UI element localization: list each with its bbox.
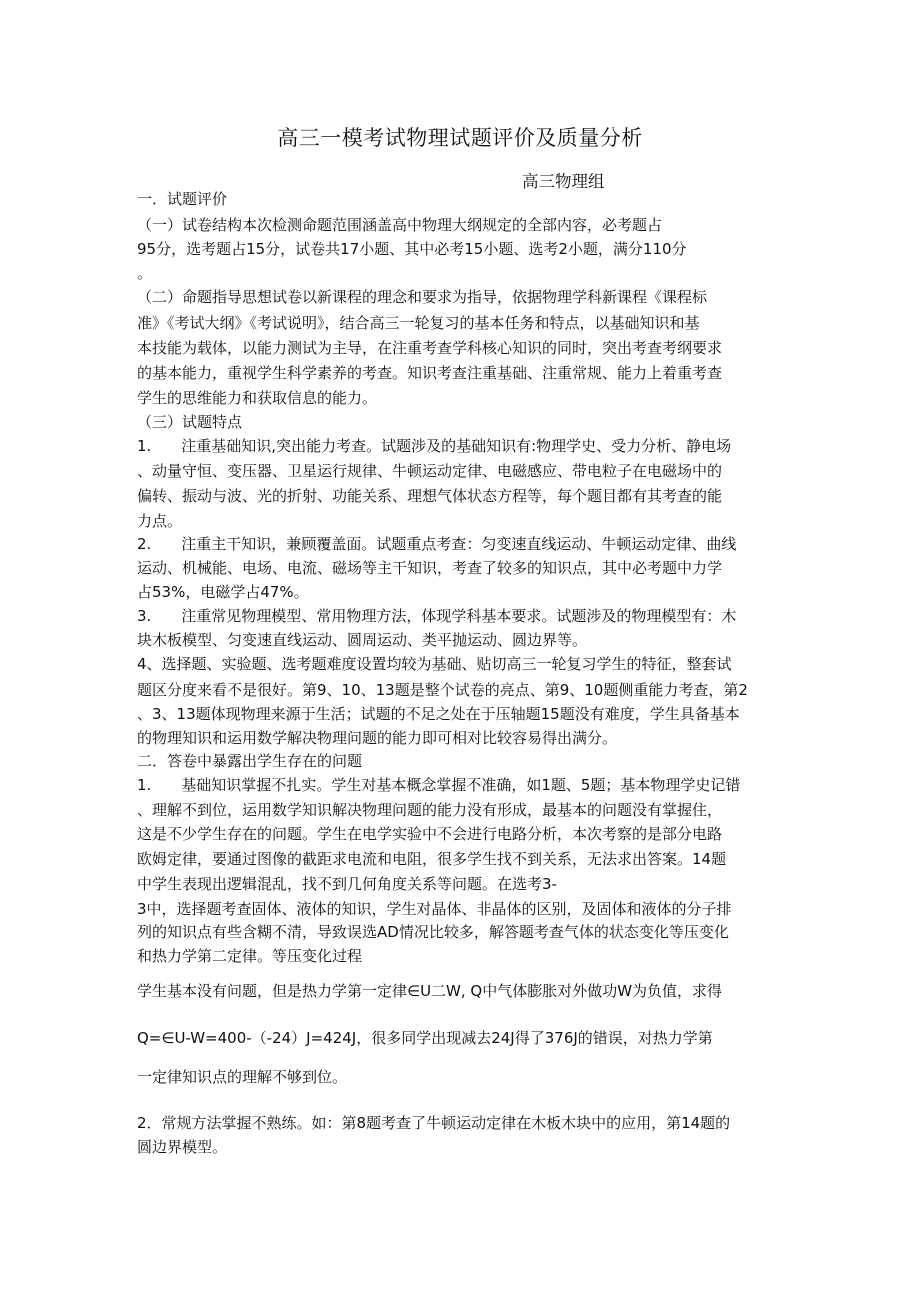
document-title: 高三一模考试物理试题评价及质量分析 [277, 126, 643, 150]
paragraph-line: 这是不少学生存在的问题。学生在电学实验中不会进行电路分析，本次考察的是部分电路 [137, 825, 723, 843]
list-item: 2. 注重主干知识，兼顾覆盖面。试题重点考查：匀变速直线运动、牛顿运动定律、曲线 [137, 535, 737, 553]
paragraph-line: 欧姆定律，要通过图像的截距求电流和电阻，很多学生找不到关系，无法求出答案。14题 [137, 850, 727, 868]
paragraph-line: 95分，选考题占15分，试卷共17小题、其中必考15小题、选考2小题，满分110分 [137, 240, 687, 258]
list-item: 1. 注重基础知识,突出能力考查。试题涉及的基础知识有:物理学史、受力分析、静电场 [137, 437, 732, 455]
author-line: 高三物理组 [522, 172, 605, 191]
paragraph-line: 中学生表现出逻辑混乱，找不到几何角度关系等问题。在选考3- [137, 875, 557, 893]
paragraph-line: 和热力学第二定律。等压变化过程 [137, 947, 363, 965]
list-item: 4、选择题、实验题、选考题难度设置均较为基础、贴切高三一轮复习学生的特征，整套试 [137, 655, 732, 673]
paragraph-line: 学生的思维能力和获取信息的能力。 [137, 389, 378, 407]
paragraph-line: 、3、13题体现物理来源于生活；试题的不足之处在于压轴题15题没有难度，学生具备基本 [137, 705, 740, 723]
list-item: 1. 基础知识掌握不扎实。学生对基本概念掌握不准确，如1题、5题；基本物理学史记错 [137, 776, 741, 794]
paragraph-line: 运动、机械能、电场、电流、磁场等主干知识，考查了较多的知识点，其中必考题中力学 [137, 559, 723, 577]
section-heading: （三）试题特点 [137, 413, 243, 431]
list-item: 3. 注重常见物理模型、常用物理方法，体现学科基本要求。试题涉及的物理模型有：木 [137, 607, 737, 625]
paragraph-line: 一定律知识点的理解不够到位。 [137, 1068, 348, 1086]
section-heading: 一．试题评价 [137, 190, 228, 208]
paragraph-line: 占53%，电磁学占47%。 [137, 583, 309, 601]
paragraph-line: （一）试卷结构本次检测命题范围涵盖高中物理大纲规定的全部内容，必考题占 [137, 216, 663, 234]
list-item: 2．常规方法掌握不熟练。如：第8题考查了牛顿运动定律在木板木块中的应用，第14题的 [137, 1114, 731, 1132]
paragraph-line: （二）命题指导思想试卷以新课程的理念和要求为指导，依据物理学科新课程《课程标 [137, 288, 708, 306]
paragraph-line: 的基本能力，重视学生科学素养的考查。知识考查注重基础、注重常规、能力上着重考查 [137, 364, 723, 382]
paragraph-line: 的物理知识和运用数学解决物理问题的能力即可相对比较容易得出满分。 [137, 729, 618, 747]
paragraph-line: 偏转、振动与波、光的折射、功能关系、理想气体状态方程等，每个题目都有其考查的能 [137, 487, 723, 505]
paragraph-line: 力点。 [137, 512, 183, 530]
paragraph-line: 准》《考试大纲》《考试说明》，结合高三一轮复习的基本任务和特点，以基础知识和基 [137, 314, 700, 332]
formula-line: Q=∈U-W=400-（-24）J=424J，很多同学出现减去24J得了376J的错误，对热力学第 [137, 1029, 713, 1047]
paragraph-line: 块木板模型、匀变速直线运动、圆周运动、类平抛运动、圆边界等。 [137, 631, 588, 649]
paragraph-line: 3中，选择题考查固体、液体的知识，学生对晶体、非晶体的区别，及固体和液体的分子排 [137, 900, 732, 918]
paragraph-line: 、动量守恒、变压器、卫星运行规律、牛顿运动定律、电磁感应、带电粒子在电磁场中的 [137, 462, 723, 480]
paragraph-line: 学生基本没有问题，但是热力学第一定律∈U二W, Q中气体膨胀对外做功W为负值，求得 [137, 982, 723, 1000]
section-heading: 二．答卷中暴露出学生存在的问题 [137, 752, 363, 770]
paragraph-line: 题区分度来看不是很好。第9、10、13题是整个试卷的亮点、第9、10题侧重能力考查，第2 [137, 681, 748, 699]
paragraph-line: 。 [137, 264, 153, 282]
paragraph-line: 本技能为载体，以能力测试为主导，在注重考查学科核心知识的同时，突出考查考纲要求 [137, 339, 723, 357]
paragraph-line: 列的知识点有些含糊不清，导致误选AD情况比较多，解答题考查气体的状态变化等压变化 [137, 923, 729, 941]
paragraph-line: 圆边界模型。 [137, 1138, 228, 1156]
paragraph-line: 、理解不到位，运用数学知识解决物理问题的能力没有形成，最基本的问题没有掌握住， [137, 801, 723, 819]
